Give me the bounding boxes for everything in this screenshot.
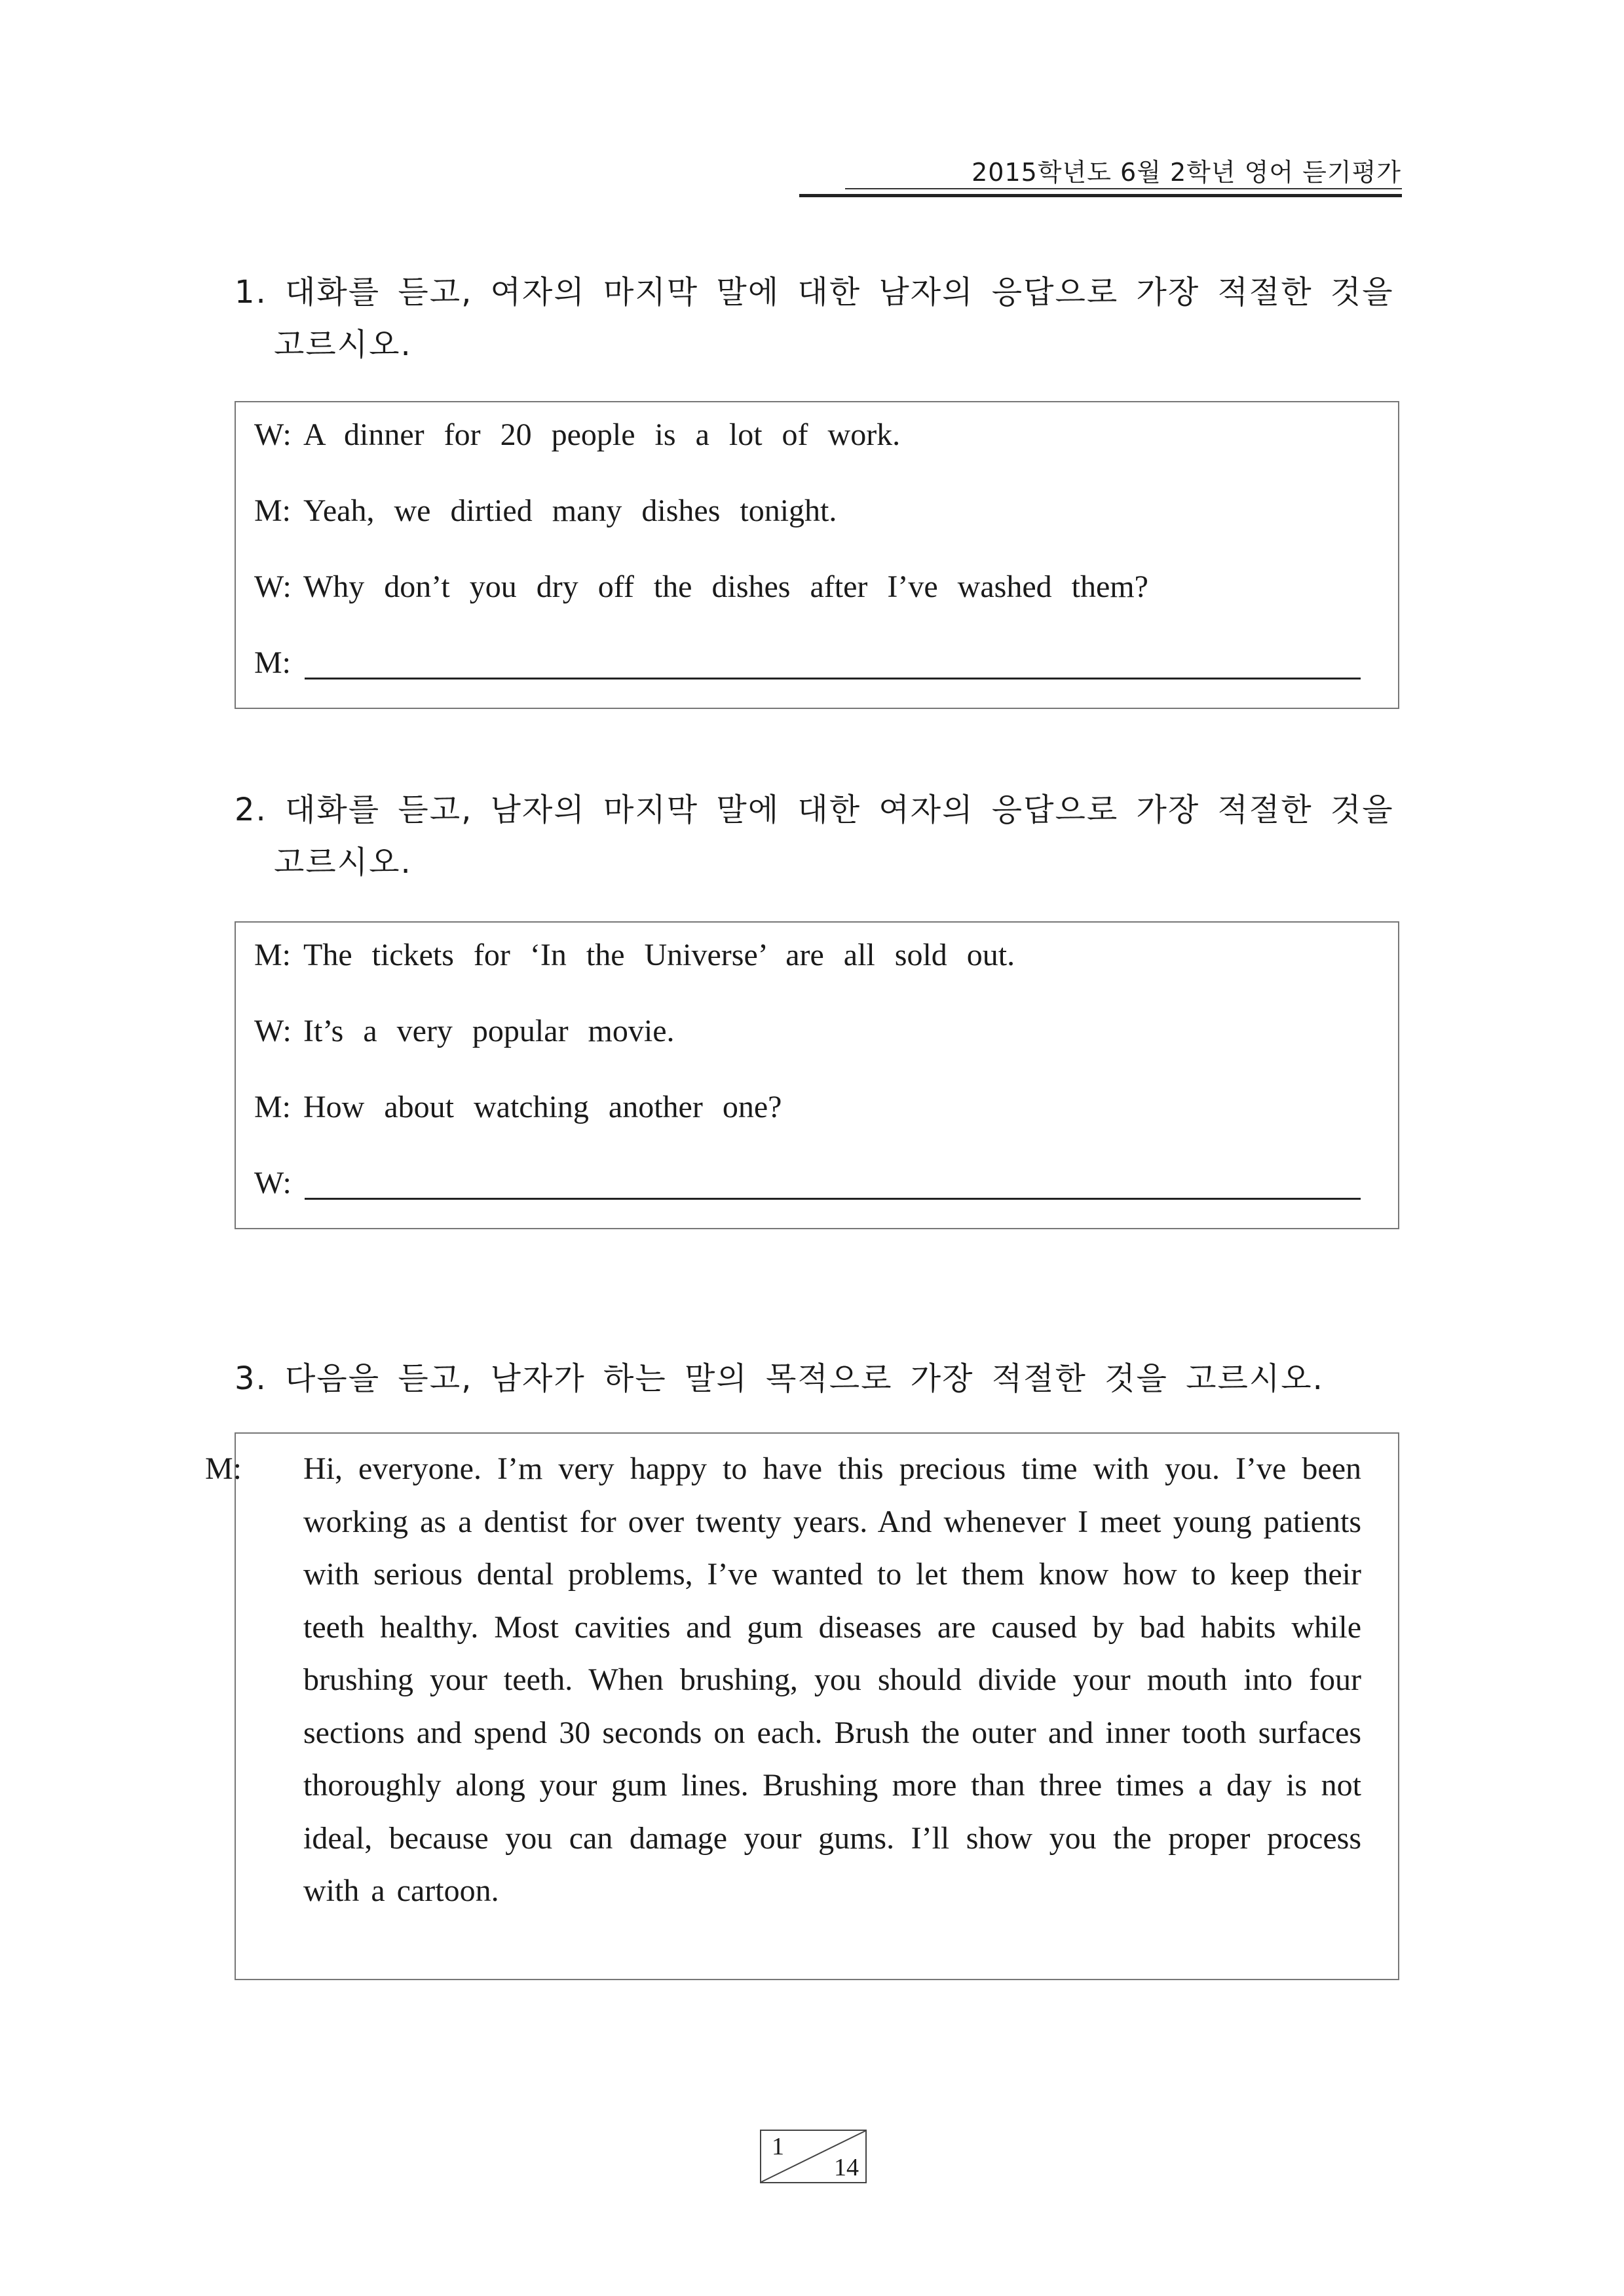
dialogue-line bbox=[254, 493, 837, 529]
question-1-dialogue-box bbox=[235, 401, 1399, 709]
header-rule-bold bbox=[799, 194, 1402, 197]
question-1-prompt-line2: 고르시오. bbox=[274, 326, 412, 363]
dialogue-text: The tickets for ‘In the Universe’ are all sold out. bbox=[303, 938, 1015, 972]
question-1-prompt bbox=[235, 266, 1401, 371]
page-current: 1 bbox=[772, 2133, 784, 2160]
dialogue-text: Yeah, we dirtied many dishes tonight. bbox=[303, 493, 837, 528]
monologue-text: Hi, everyone. I’m very happy to have this precious time with you. I’ve been working as a dentist for over twenty years. And whenever I meet young patients with serious dental problems, I’ve wanted to let them know how to keep their teeth healthy. Most cavities and gum diseases are caused by bad habits while brushing your teeth. When brushing, you should divide your mouth into four sections and spend 30 seconds on each. Brush the outer and inner tooth surfaces thoroughly along your gum lines. Brushing more than three times a day is not ideal, because you can damage your gums. I’ll show you the proper process with a cartoon. bbox=[303, 1451, 1361, 1908]
speaker-label: M: bbox=[254, 493, 292, 528]
answer-blank bbox=[305, 1198, 1361, 1200]
dialogue-text: A dinner for 20 people is a lot of work. bbox=[303, 417, 901, 452]
dialogue-line bbox=[254, 937, 1015, 973]
question-2-prompt-line2: 고르시오. bbox=[274, 844, 412, 881]
speaker-label: M: bbox=[254, 938, 292, 972]
page-number-box bbox=[760, 2130, 867, 2183]
speaker-label: M: bbox=[254, 645, 292, 680]
dialogue-text: It’s a very popular movie. bbox=[303, 1014, 675, 1048]
page-total: 14 bbox=[834, 2154, 859, 2181]
header-rule bbox=[845, 188, 1402, 189]
question-3-prompt-line1: 3. 다음을 듣고, 남자가 하는 말의 목적으로 가장 적절한 것을 고르시오. bbox=[235, 1360, 1324, 1397]
dialogue-line bbox=[254, 1089, 782, 1125]
speaker-label: M: bbox=[205, 1451, 242, 1486]
dialogue-line bbox=[254, 1013, 675, 1049]
question-2-prompt-line1: 2. 대화를 듣고, 남자의 마지막 말에 대한 여자의 응답으로 가장 적절한 것을 bbox=[235, 792, 1394, 828]
speaker-label: W: bbox=[254, 417, 292, 452]
monologue bbox=[205, 1443, 1361, 1918]
dialogue-text: How about watching another one? bbox=[303, 1090, 782, 1124]
question-1-prompt-line1: 1. 대화를 듣고, 여자의 마지막 말에 대한 남자의 응답으로 가장 적절한 것을 bbox=[235, 274, 1394, 311]
speaker-label: W: bbox=[254, 1166, 292, 1200]
dialogue-line bbox=[254, 417, 900, 453]
exam-title: 2015학년도 6월 2학년 영어 듣기평가 bbox=[972, 158, 1401, 187]
question-3-monologue-box bbox=[205, 1432, 1399, 1980]
question-3-prompt bbox=[235, 1352, 1401, 1405]
dialogue-line bbox=[254, 645, 303, 681]
speaker-label: W: bbox=[254, 1014, 292, 1048]
dialogue-text: Why don’t you dry off the dishes after I’ve washed them? bbox=[303, 569, 1148, 604]
question-2-prompt bbox=[235, 784, 1401, 889]
answer-blank bbox=[305, 678, 1361, 679]
speaker-label: M: bbox=[254, 1090, 292, 1124]
dialogue-line bbox=[254, 569, 1148, 605]
speaker-label: W: bbox=[254, 569, 292, 604]
dialogue-line bbox=[254, 1165, 303, 1201]
question-2-dialogue-box bbox=[235, 921, 1399, 1229]
